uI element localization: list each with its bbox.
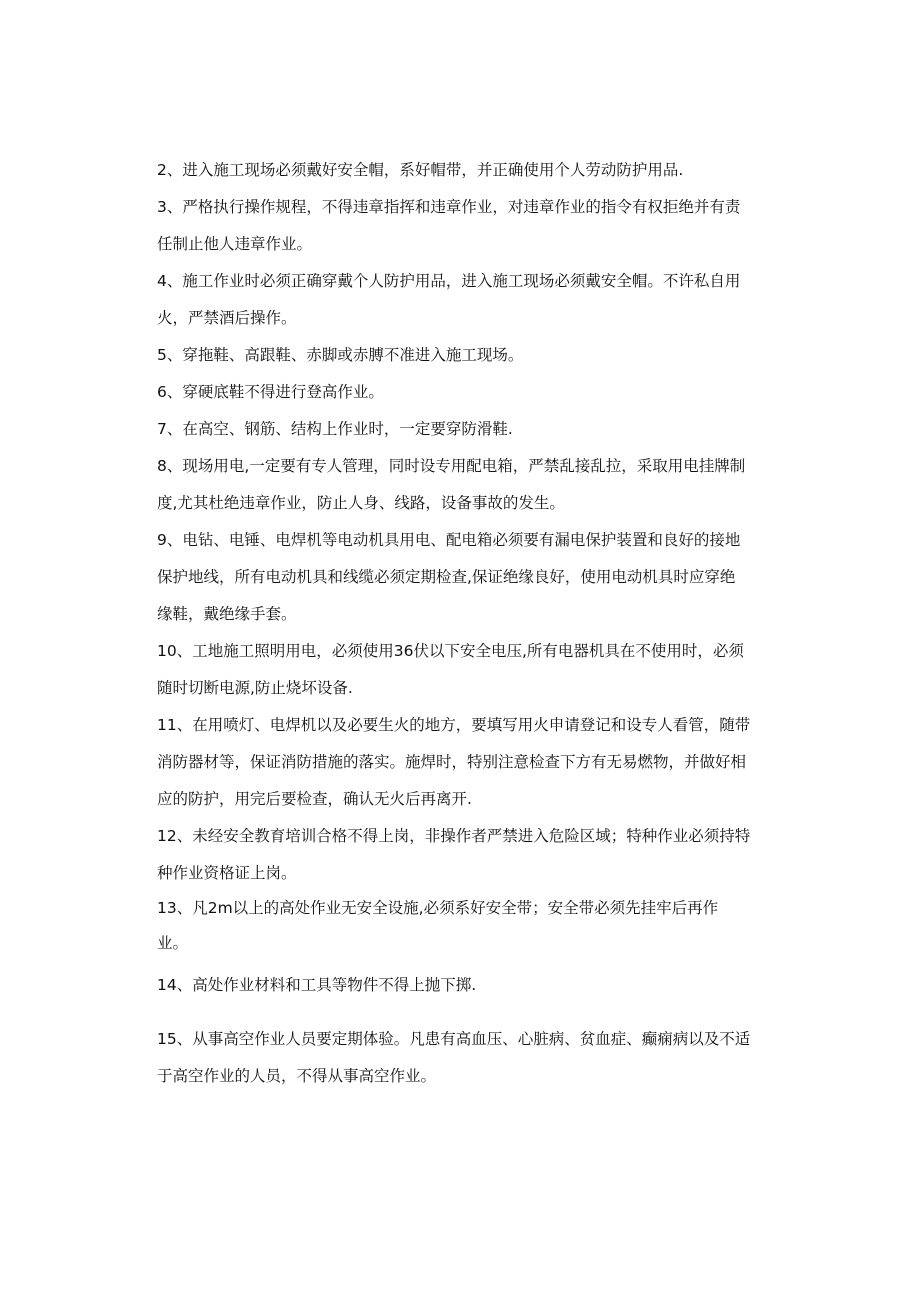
item-8-line-1: 8、现场用电,一定要有专人管理，同时设专用配电箱，严禁乱接乱拉，采取用电挂牌制 — [157, 457, 746, 475]
item-13-line-2: 业。 — [157, 934, 189, 952]
item-2-line-1: 2、进入施工现场必须戴好安全帽，系好帽带，并正确使用个人劳动防护用品. — [157, 161, 684, 179]
item-4-line-1: 4、施工作业时必须正确穿戴个人防护用品，进入施工现场必须戴安全帽。不许私自用 — [157, 272, 741, 290]
item-8-line-2: 度,尤其杜绝违章作业，防止人身、线路，设备事故的发生。 — [157, 494, 565, 512]
item-9-line-1: 9、电钻、电锤、电焊机等电动机具用电、配电箱必须要有漏电保护装置和良好的接地 — [157, 531, 741, 549]
item-9-line-2: 保护地线，所有电动机具和线缆必须定期检查,保证绝缘良好，使用电动机具时应穿绝 — [157, 568, 736, 586]
item-7-line-1: 7、在高空、钢筋、结构上作业时，一定要穿防滑鞋. — [157, 420, 513, 438]
item-9-line-3: 缘鞋，戴绝缘手套。 — [157, 605, 297, 623]
item-11-line-2: 消防器材等，保证消防措施的落实。施焊时，特别注意检查下方有无易燃物，并做好相 — [157, 753, 747, 771]
item-3-line-1: 3、严格执行操作规程，不得违章指挥和违章作业，对违章作业的指令有权拒绝并有责 — [157, 198, 741, 216]
item-14-line-1: 14、高处作业材料和工具等物件不得上抛下掷. — [157, 976, 477, 994]
item-13-line-1: 13、凡2m以上的高处作业无安全设施,必须系好安全带；安全带必须先挂牢后再作 — [157, 899, 719, 917]
item-12-line-1: 12、未经安全教育培训合格不得上岗，非操作者严禁进入危险区域；特种作业必须持特 — [157, 827, 751, 845]
item-5-line-1: 5、穿拖鞋、高跟鞋、赤脚或赤膊不准进入施工现场。 — [157, 346, 524, 364]
item-11-line-3: 应的防护，用完后要检查，确认无火后再离开. — [157, 790, 472, 808]
item-4-line-2: 火，严禁酒后操作。 — [157, 309, 297, 327]
item-10-line-2: 随时切断电源,防止烧坏设备. — [157, 679, 353, 697]
item-11-line-1: 11、在用喷灯、电焊机以及必要生火的地方，要填写用火申请登记和设专人看管，随带 — [157, 716, 751, 734]
item-10-line-1: 10、工地施工照明用电，必须使用36伏以下安全电压,所有电器机具在不使用时，必须 — [157, 642, 744, 660]
item-12-line-2: 种作业资格证上岗。 — [157, 864, 297, 882]
item-15-line-1: 15、从事高空作业人员要定期体验。凡患有高血压、心脏病、贫血症、癫痫病以及不适 — [157, 1030, 751, 1048]
item-15-line-2: 于高空作业的人员，不得从事高空作业。 — [157, 1067, 437, 1085]
item-3-line-2: 任制止他人违章作业。 — [157, 235, 313, 253]
item-6-line-1: 6、穿硬底鞋不得进行登高作业。 — [157, 383, 384, 401]
